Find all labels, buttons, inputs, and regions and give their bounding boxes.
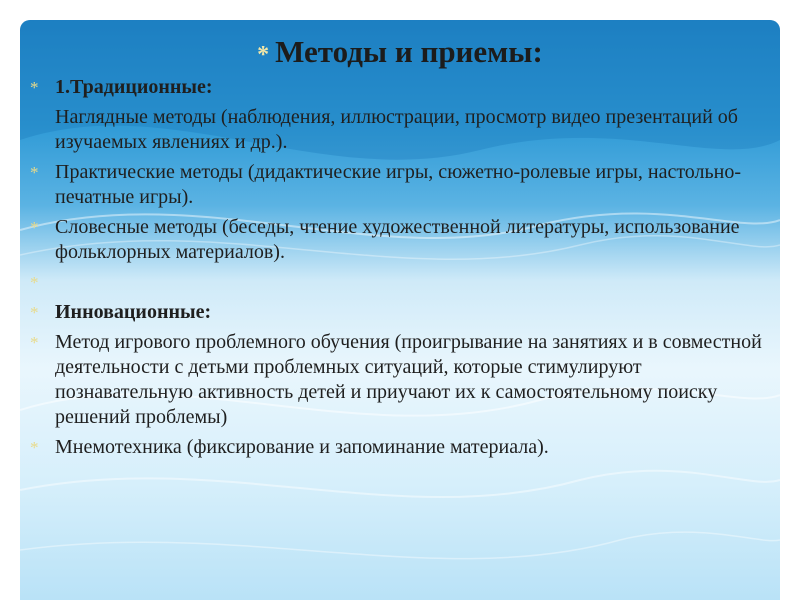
list-item-text: 1.Традиционные: [55, 76, 213, 98]
bullet-icon: * [30, 163, 39, 182]
list-item [30, 105, 765, 155]
slide-title [20, 32, 780, 75]
bullet-icon: * [30, 273, 39, 292]
bullet-icon: * [30, 438, 39, 457]
list-item [30, 160, 765, 210]
list-item [30, 75, 765, 100]
list-item [30, 300, 765, 325]
list-item [30, 270, 765, 295]
slide-content [20, 20, 780, 600]
list-item-text: Словесные методы (беседы, чтение художественной литературы, использование фольклорных материалов). [55, 216, 740, 263]
bullet-icon: * [30, 78, 39, 97]
list-item [30, 330, 765, 430]
bullet-icon: * [30, 218, 39, 237]
list-item-text: Мнемотехника (фиксирование и запоминание материала). [55, 436, 549, 458]
list-item-text: Инновационные: [55, 301, 212, 323]
bullet-icon: * [30, 303, 39, 322]
list-item [30, 435, 765, 460]
bullet-list [30, 75, 765, 465]
list-item-text: Метод игрового проблемного обучения (проигрывание на занятиях и в совместной деятельности с детьми проблемных ситуаций, которые стимулируют познавательную активность детей и приучают их к самостоятельному поиску решений проблемы) [55, 331, 762, 428]
bullet-icon: * [30, 333, 39, 352]
slide [20, 20, 780, 600]
list-item-text: Практические методы (дидактические игры, сюжетно-ролевые игры, настольно-печатные игры). [55, 161, 741, 208]
title-bullet-icon: * [257, 42, 270, 68]
title-text: Методы и приемы: [275, 34, 543, 69]
list-item [30, 215, 765, 265]
list-item-text: Наглядные методы (наблюдения, иллюстрации, просмотр видео презентаций об изучаемых явлениях и др.). [55, 106, 738, 153]
